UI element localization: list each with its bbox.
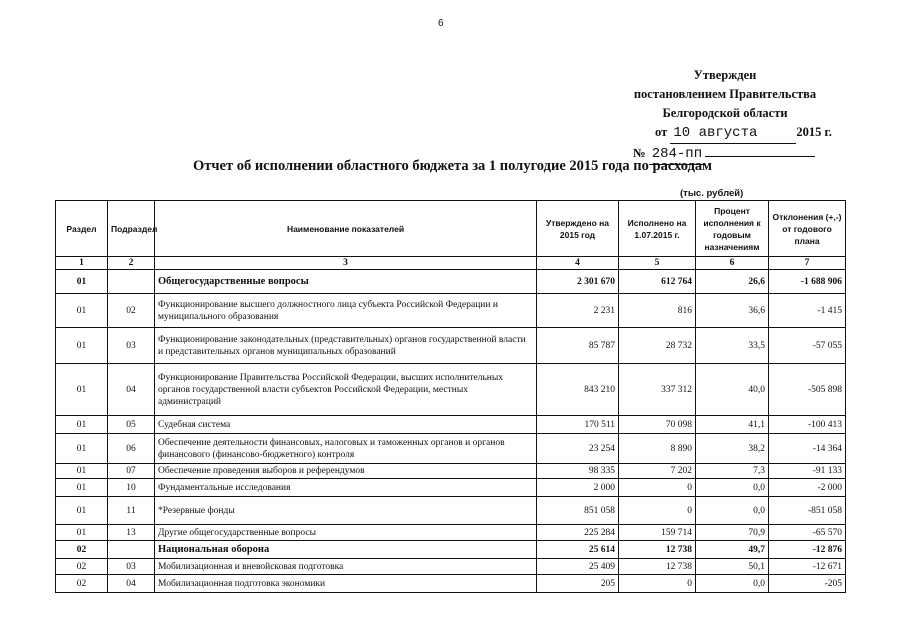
table-header-row xyxy=(56,201,846,257)
index-cell: 6 xyxy=(696,257,769,270)
row-percent: 0,0 xyxy=(696,479,769,497)
header-section: Раздел xyxy=(56,201,108,257)
table-row xyxy=(56,270,846,294)
approval-line-3: Белгородской области xyxy=(662,106,788,120)
header-approved: Утверждено на 2015 год xyxy=(537,201,619,257)
row-approved: 843 210 xyxy=(537,364,619,416)
row-section: 01 xyxy=(56,328,108,364)
row-percent: 26,6 xyxy=(696,270,769,294)
row-percent: 36,6 xyxy=(696,294,769,328)
date-prefix: от xyxy=(655,125,668,139)
row-percent: 0,0 xyxy=(696,497,769,525)
index-cell: 2 xyxy=(108,257,155,270)
row-approved: 85 787 xyxy=(537,328,619,364)
row-percent: 33,5 xyxy=(696,328,769,364)
row-section: 02 xyxy=(56,541,108,559)
row-deviation: -851 058 xyxy=(769,497,846,525)
row-subsection xyxy=(108,270,155,294)
row-subsection: 04 xyxy=(108,364,155,416)
row-approved: 170 511 xyxy=(537,416,619,434)
row-executed: 612 764 xyxy=(619,270,696,294)
approval-line-2: постановлением Правительства xyxy=(633,87,817,101)
row-section: 01 xyxy=(56,270,108,294)
row-name: *Резервные фонды xyxy=(155,497,537,525)
index-cell: 5 xyxy=(619,257,696,270)
row-deviation: -65 570 xyxy=(769,525,846,541)
row-subsection: 11 xyxy=(108,497,155,525)
table-row xyxy=(56,479,846,497)
row-percent: 7,3 xyxy=(696,464,769,479)
budget-table xyxy=(55,200,846,593)
table-row xyxy=(56,434,846,464)
row-section: 02 xyxy=(56,575,108,593)
row-executed: 0 xyxy=(619,497,696,525)
row-name: Функционирование законодательных (представительных) органов государственной власти и представительных органов муниципальных образований xyxy=(155,328,537,364)
row-approved: 205 xyxy=(537,575,619,593)
row-executed: 28 732 xyxy=(619,328,696,364)
row-deviation: -205 xyxy=(769,575,846,593)
row-executed: 7 202 xyxy=(619,464,696,479)
header-executed: Исполнено на 1.07.2015 г. xyxy=(619,201,696,257)
row-section: 02 xyxy=(56,559,108,575)
row-deviation: -1 688 906 xyxy=(769,270,846,294)
row-deviation: -1 415 xyxy=(769,294,846,328)
table-row xyxy=(56,328,846,364)
header-subsection: Подраздел xyxy=(108,201,155,257)
row-percent: 41,1 xyxy=(696,416,769,434)
number-underline xyxy=(705,156,815,157)
row-executed: 159 714 xyxy=(619,525,696,541)
row-subsection: 04 xyxy=(108,575,155,593)
row-name: Фундаментальные исследования xyxy=(155,479,537,497)
document-title: Отчет об исполнении областного бюджета за 1 полугодие 2015 года по расходам xyxy=(192,158,713,174)
row-executed: 816 xyxy=(619,294,696,328)
table-body xyxy=(56,270,846,593)
header-percent: Процент исполнения к годовым назначениям xyxy=(696,201,769,257)
table-row xyxy=(56,294,846,328)
row-executed: 8 890 xyxy=(619,434,696,464)
row-name: Функционирование высшего должностного лица субъекта Российской Федерации и муниципального образования xyxy=(155,294,537,328)
row-section: 01 xyxy=(56,525,108,541)
table-row xyxy=(56,416,846,434)
row-executed: 0 xyxy=(619,575,696,593)
row-name: Судебная система xyxy=(155,416,537,434)
row-name: Общегосударственные вопросы xyxy=(155,270,537,294)
index-cell: 1 xyxy=(56,257,108,270)
header-name: Наименование показателей xyxy=(155,201,537,257)
row-approved: 2 301 670 xyxy=(537,270,619,294)
units-label: (тыс. рублей) xyxy=(680,188,744,199)
table-row xyxy=(56,464,846,479)
table-row xyxy=(56,364,846,416)
row-percent: 0,0 xyxy=(696,575,769,593)
index-row xyxy=(56,257,846,270)
row-deviation: -57 055 xyxy=(769,328,846,364)
row-percent: 38,2 xyxy=(696,434,769,464)
row-name: Мобилизационная и вневойсковая подготовка xyxy=(155,559,537,575)
row-name: Обеспечение проведения выборов и референдумов xyxy=(155,464,537,479)
row-section: 01 xyxy=(56,294,108,328)
row-name: Другие общегосударственные вопросы xyxy=(155,525,537,541)
row-name: Национальная оборона xyxy=(155,541,537,559)
row-executed: 12 738 xyxy=(619,559,696,575)
row-section: 01 xyxy=(56,479,108,497)
row-subsection: 13 xyxy=(108,525,155,541)
row-subsection: 06 xyxy=(108,434,155,464)
row-name: Обеспечение деятельности финансовых, налоговых и таможенных органов и органов финансового (финансово-бюджетного) контроля xyxy=(155,434,537,464)
row-executed: 0 xyxy=(619,479,696,497)
row-subsection xyxy=(108,541,155,559)
number-handwritten: 284-пп xyxy=(649,145,705,165)
row-section: 01 xyxy=(56,364,108,416)
row-percent: 49,7 xyxy=(696,541,769,559)
row-deviation: -12 671 xyxy=(769,559,846,575)
table-row xyxy=(56,525,846,541)
approval-date xyxy=(600,123,850,144)
table-row xyxy=(56,559,846,575)
row-subsection: 02 xyxy=(108,294,155,328)
row-section: 01 xyxy=(56,464,108,479)
row-percent: 40,0 xyxy=(696,364,769,416)
header-deviation: Отклонения (+,-) от годового плана xyxy=(769,201,846,257)
number-prefix: № xyxy=(633,146,646,160)
row-approved: 98 335 xyxy=(537,464,619,479)
row-executed: 12 738 xyxy=(619,541,696,559)
row-deviation: -2 000 xyxy=(769,479,846,497)
row-deviation: -505 898 xyxy=(769,364,846,416)
row-subsection: 10 xyxy=(108,479,155,497)
row-approved: 25 409 xyxy=(537,559,619,575)
row-deviation: -100 413 xyxy=(769,416,846,434)
row-deviation: -14 364 xyxy=(769,434,846,464)
page-number: 6 xyxy=(438,18,444,29)
table-row xyxy=(56,497,846,525)
approval-line-1: Утвержден xyxy=(693,68,757,82)
row-section: 01 xyxy=(56,434,108,464)
row-deviation: -12 876 xyxy=(769,541,846,559)
row-approved: 2 000 xyxy=(537,479,619,497)
row-percent: 70,9 xyxy=(696,525,769,541)
row-approved: 851 058 xyxy=(537,497,619,525)
row-approved: 2 231 xyxy=(537,294,619,328)
row-section: 01 xyxy=(56,497,108,525)
row-subsection: 05 xyxy=(108,416,155,434)
row-approved: 225 284 xyxy=(537,525,619,541)
row-subsection: 03 xyxy=(108,559,155,575)
date-suffix: 2015 г. xyxy=(796,125,832,139)
row-subsection: 03 xyxy=(108,328,155,364)
index-cell: 4 xyxy=(537,257,619,270)
row-approved: 25 614 xyxy=(537,541,619,559)
row-name: Функционирование Правительства Российской Федерации, высших исполнительных органов государственной власти субъектов Российской Федерации, местных администраций xyxy=(155,364,537,416)
row-approved: 23 254 xyxy=(537,434,619,464)
table-row xyxy=(56,541,846,559)
date-handwritten: 10 августа xyxy=(670,124,796,144)
row-executed: 337 312 xyxy=(619,364,696,416)
row-percent: 50,1 xyxy=(696,559,769,575)
index-cell: 7 xyxy=(769,257,846,270)
row-executed: 70 098 xyxy=(619,416,696,434)
row-name: Мобилизационная подготовка экономики xyxy=(155,575,537,593)
approval-block xyxy=(600,66,850,165)
row-deviation: -91 133 xyxy=(769,464,846,479)
row-section: 01 xyxy=(56,416,108,434)
index-cell: 3 xyxy=(155,257,537,270)
table-row xyxy=(56,575,846,593)
row-subsection: 07 xyxy=(108,464,155,479)
